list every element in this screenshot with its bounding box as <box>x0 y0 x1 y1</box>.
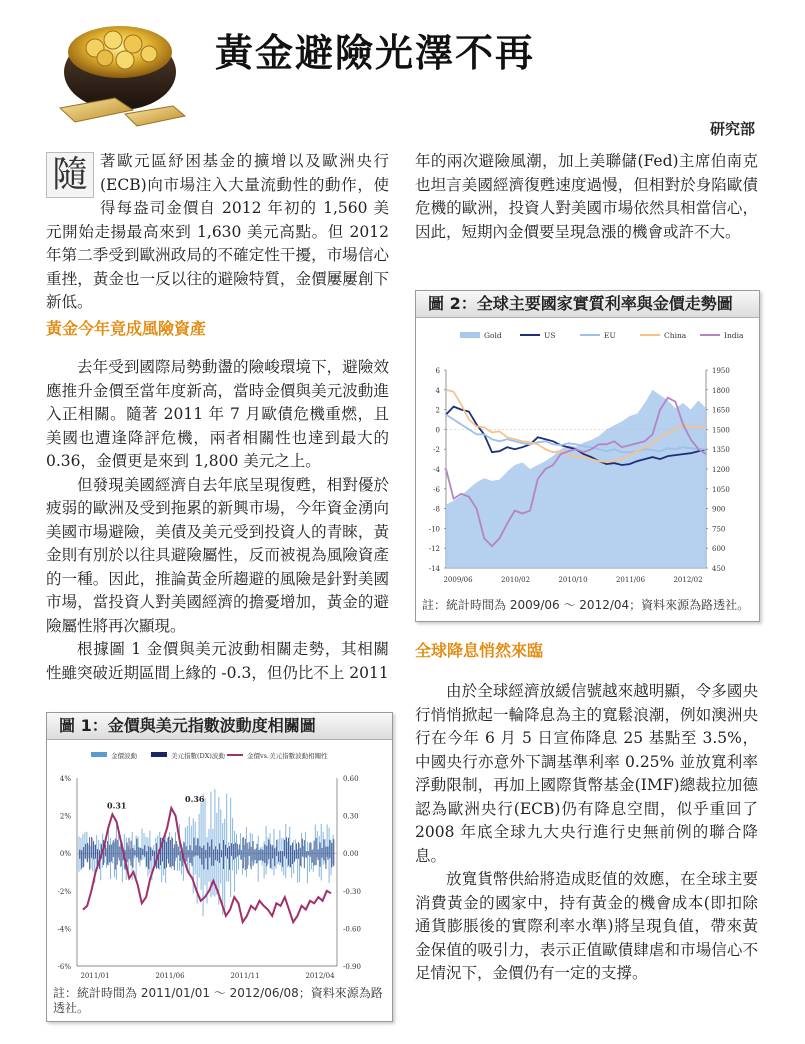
legend-swatch <box>151 752 167 757</box>
y-right-tick-label: 1800 <box>712 386 730 395</box>
y-left-tick-label: -6 <box>433 485 440 494</box>
y-right-tick-label: 1650 <box>712 406 730 415</box>
right-column <box>415 150 758 244</box>
paragraph: 根據圖 1 金價與美元波動相關走勢，其相關性雖突破近期區間上緣的 -0.3，但仍比不上 2011 <box>46 640 389 682</box>
y-left-tick-label: -4 <box>433 466 440 474</box>
legend-label: 美元指數(DX)波動 <box>171 752 225 760</box>
y-left-tick-label: -10 <box>428 525 440 534</box>
y-right-tick-label: 0.00 <box>343 850 359 859</box>
paragraph: 年的兩次避險風潮，加上美聯儲(Fed)主席伯南克也坦言美國經濟復甦速度過慢，但相對於身陷歐債危機的歐洲，投資人對美國市場依然具相當信心，因此，短期內金價要呈現急漲的機會或許不大。 <box>415 152 758 241</box>
y-right-tick-label: 450 <box>712 565 726 573</box>
y-right-tick-label: 1950 <box>712 367 730 375</box>
y-left-tick-label: -12 <box>428 545 440 554</box>
x-tick-label: 2011/06 <box>155 972 185 980</box>
x-tick-label: 2012/04 <box>305 972 335 980</box>
drop-cap: 隨 <box>46 152 94 198</box>
y-left-tick-label: 4 <box>435 386 440 395</box>
y-left-tick-label: -14 <box>428 565 440 573</box>
figure-1-chart <box>47 740 392 986</box>
right-column-body <box>415 680 758 986</box>
legend-swatch <box>91 752 107 757</box>
figure-2 <box>415 290 760 622</box>
legend-label-us: US <box>544 331 556 340</box>
legend-label-china: China <box>664 331 687 340</box>
paragraph: 但發現美國經濟自去年底呈現復甦，相對優於疲弱的歐洲及受到拖累的新興市場，今年資金湧向美國市場避險，美債及美元受到投資人的青睞，黃金則有別於以往具避險屬性，反而被視為風險資產的一種。因此，推論黃金所趨避的風險是針對美國市場，當投資人對美國經濟的擔憂增加，黃金的避險屬性將再次顯現。 <box>46 475 389 635</box>
section-heading-1: 黃金今年竟成風險資產 <box>46 319 207 338</box>
x-tick-label: 2009/06 <box>443 576 473 584</box>
y-right-tick-label: 750 <box>712 525 726 534</box>
legend-label-gold: Gold <box>484 331 502 340</box>
x-tick-label: 2012/02 <box>673 576 703 584</box>
legend-label-india: India <box>724 331 744 340</box>
x-tick-label: 2011/11 <box>230 972 260 980</box>
paragraph: 去年受到國際局勢動盪的險峻環境下，避險效應推升金價至當年度新高，當時金價與美元波動進入正相關。隨著 2011 年 7 月歐債危機重燃，且美國也遭逢降評危機，兩者相關性也達到最大的 0.36，金價更是來到 1,800 美元之上。 <box>46 358 389 470</box>
intro-paragraph: 隨 著歐元區紓困基金的擴增以及歐洲央行(ECB)向市場注入大量流動性的動作，使得每盎司金價自 2012 年初的 1,560 美元開始走揚最高來到 1,630 美元高點。但 2012 年第二季受到歐洲政局的不確定性干擾，市場信心重挫，黃金也一反以往的避險特質，金價屢屢創下新低。 <box>46 152 389 311</box>
y-right-tick-label: 900 <box>712 505 726 514</box>
legend-label-eu: EU <box>604 331 616 340</box>
y-left-tick-label: -6% <box>57 963 71 971</box>
y-left-tick-label: -8 <box>433 505 440 514</box>
y-left-tick-label: -2% <box>57 887 71 896</box>
left-column <box>46 150 389 315</box>
section-heading-2: 全球降息悄然來臨 <box>415 641 544 660</box>
y-right-tick-label: 0.60 <box>343 775 359 783</box>
figure-2-note: 註：統計時間為 2009/06 ～ 2012/04；資料來源為路透社。 <box>422 598 750 612</box>
y-left-tick-label: 0 <box>435 426 440 435</box>
left-column-body <box>46 356 389 685</box>
y-left-tick-label: 2 <box>435 406 440 415</box>
y-right-tick-label: 600 <box>712 545 726 554</box>
figure-1-note: 註：統計時間為 2011/01/01 ～ 2012/06/08；資料來源為路透社。 <box>53 986 383 1015</box>
annotation-label: 0.36 <box>185 794 205 805</box>
series-gold-area <box>446 390 706 568</box>
y-left-tick-label: 4% <box>59 775 71 783</box>
y-right-tick-label: -0.30 <box>343 887 361 896</box>
y-right-tick-label: 1500 <box>712 426 730 435</box>
x-tick-label: 2011/01 <box>80 972 110 980</box>
figure-2-chart <box>416 318 759 598</box>
figure-1-title: 圖 1：金價與美元指數波動度相關圖 <box>47 713 392 740</box>
y-right-tick-label: 0.30 <box>343 812 359 821</box>
y-right-tick-label: 1350 <box>712 446 730 455</box>
legend-swatch-gold <box>460 332 480 338</box>
page-title: 黃金避險光澤不再 <box>215 31 536 75</box>
figure-2-title: 圖 2：全球主要國家實質利率與金價走勢圖 <box>416 291 759 318</box>
y-right-tick-label: 1200 <box>712 466 730 474</box>
paragraph: 放寬貨幣供給將造成貶值的效應，在全球主要消費黃金的國家中，持有黃金的機會成本(即扣除通貨膨脹後的實際利率水準)將呈現負值，帶來黃金保值的吸引力，表示正值歐債肆虐和市場信心不足情況下，金價仍有一定的支撐。 <box>415 870 758 982</box>
x-tick-label: 2010/10 <box>558 576 588 584</box>
gold-coins-image <box>45 10 195 130</box>
x-tick-label: 2010/02 <box>500 576 531 584</box>
y-left-tick-label: -2 <box>433 446 440 455</box>
annotation-label: 0.31 <box>107 800 127 811</box>
y-right-tick-label: -0.90 <box>343 963 361 971</box>
paragraph: 由於全球經濟放緩信號越來越明顯，令多國央行悄悄掀起一輪降息為主的寬鬆浪潮，例如澳洲央行在今年 6 月 5 日宣佈降息 25 基點至 3.5%，中國央行亦意外下調基準利率 0.25% 並放寬利率浮動限制，再加上國際貨幣基金(IMF)總裁拉加德認為歐洲央行(ECB)仍有降息空間，似乎重回了 2008 年底全球九大央行進行史無前例的聯合降息。 <box>415 682 758 865</box>
department-label: 研究部 <box>709 120 755 138</box>
y-left-tick-label: 6 <box>435 367 440 375</box>
x-tick-label: 2011/06 <box>615 576 646 584</box>
legend-label: 金價波動 <box>111 752 137 760</box>
legend-label: 金價vs.美元指數波動相關性 <box>247 752 328 760</box>
y-right-tick-label: -0.60 <box>343 925 361 934</box>
figure-1 <box>46 712 393 1022</box>
y-right-tick-label: 1050 <box>712 485 730 494</box>
y-left-tick-label: 2% <box>59 812 71 821</box>
y-left-tick-label: 0% <box>59 850 71 859</box>
y-left-tick-label: -4% <box>57 925 71 934</box>
